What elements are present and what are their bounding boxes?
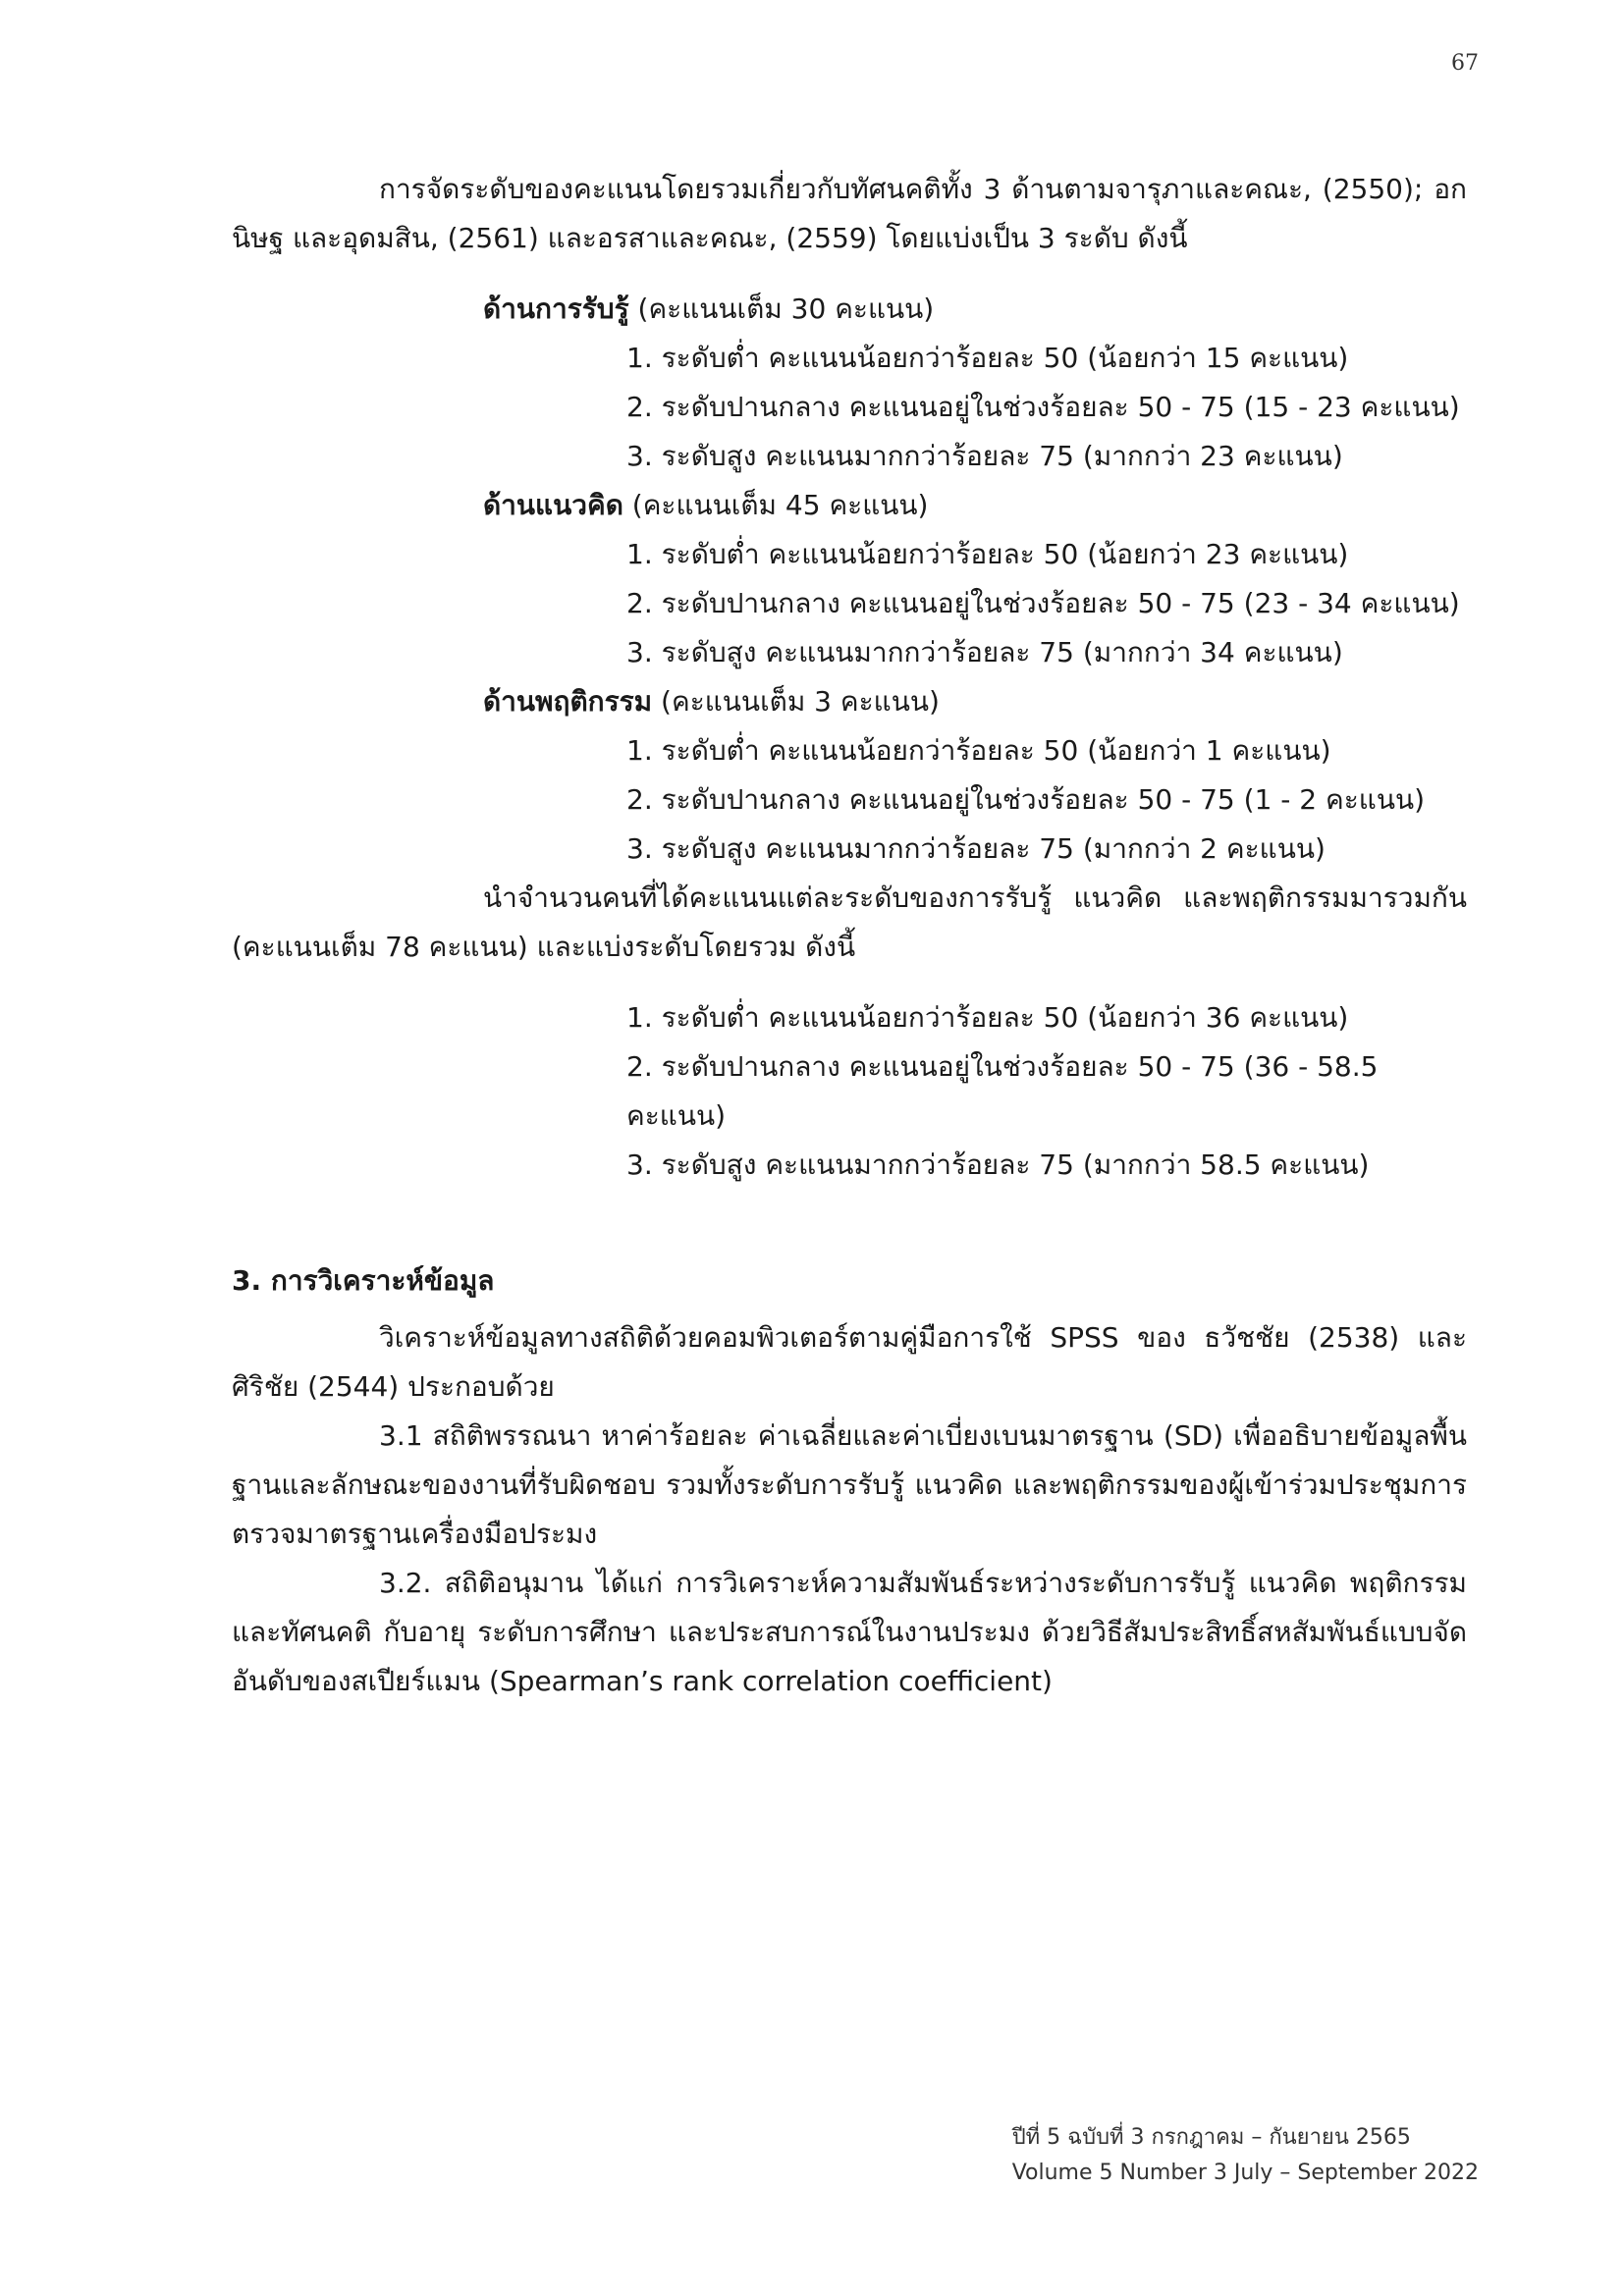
group-behavior [232, 677, 1467, 874]
spacer [232, 972, 1467, 993]
summary-paragraph: นำจำนวนคนที่ได้คะแนนแต่ละระดับของการรับรู้ แนวคิด และพฤติกรรมมารวมกัน (คะแนนเต็ม 78 คะแนน) และแบ่งระดับโดยรวม ดังนี้ [232, 881, 1467, 963]
level-item: 1. ระดับต่ำ คะแนนน้อยกว่าร้อยละ 50 (น้อยกว่า 1 คะแนน) [626, 734, 1331, 767]
group-note: (คะแนนเต็ม 30 คะแนน) [637, 293, 935, 325]
group-note: (คะแนนเต็ม 3 คะแนน) [661, 685, 940, 718]
section-paragraph: วิเคราะห์ข้อมูลทางสถิติด้วยคอมพิวเตอร์ตามคู่มือการใช้ SPSS ของ ธวัชชัย (2538) และ ศิริชัย (2544) ประกอบด้วย [232, 1321, 1467, 1403]
level-item: 2. ระดับปานกลาง คะแนนอยู่ในช่วงร้อยละ 50 - 75 (23 - 34 คะแนน) [626, 587, 1460, 619]
level-item: 3. ระดับสูง คะแนนมากกว่าร้อยละ 75 (มากกว่า 23 คะแนน) [626, 440, 1343, 472]
summary-level-list [232, 993, 1467, 1190]
intro-paragraph: การจัดระดับของคะแนนโดยรวมเกี่ยวกับทัศนคติทั้ง 3 ด้านตามจารุภาและคณะ, (2550); อกนิษฐ และอุดมสิน, (2561) และอรสาและคณะ, (2559) โดยแบ่งเป็น 3 ระดับ ดังนี้ [232, 173, 1467, 254]
level-item: 2. ระดับปานกลาง คะแนนอยู่ในช่วงร้อยละ 50 - 75 (36 - 58.5 คะแนน) [626, 1050, 1379, 1132]
level-list [232, 530, 1467, 677]
spacer [232, 1190, 1467, 1256]
group-title: ด้านพฤติกรรม [483, 685, 653, 718]
group-concept [232, 481, 1467, 677]
level-item: 1. ระดับต่ำ คะแนนน้อยกว่าร้อยละ 50 (น้อยกว่า 23 คะแนน) [626, 538, 1349, 570]
spacer [232, 263, 1467, 285]
footer-english: Volume 5 Number 3 July – September 2022 [1011, 2161, 1479, 2185]
group-heading [232, 677, 1467, 726]
section-paragraph: 3.1 สถิติพรรณนา หาค่าร้อยละ ค่าเฉลี่ยและค่าเบี่ยงเบนมาตรฐาน (SD) เพื่ออธิบายข้อมูลพื้นฐานและลักษณะของงานที่รับผิดชอบ รวมทั้งระดับการรับรู้ แนวคิด และพฤติกรรมของผู้เข้าร่วมประชุมการตรวจมาตรฐานเครื่องมือประมง [232, 1419, 1467, 1550]
group-note: (คะแนนเต็ม 45 คะแนน) [631, 489, 929, 521]
page-number: 67 [1451, 51, 1479, 76]
group-perception [232, 285, 1467, 481]
page-footer [1012, 2120, 1479, 2191]
group-title: ด้านแนวคิด [483, 489, 623, 521]
level-item: 1. ระดับต่ำ คะแนนน้อยกว่าร้อยละ 50 (น้อยกว่า 15 คะแนน) [626, 342, 1349, 374]
group-heading [232, 481, 1467, 530]
level-list [232, 726, 1467, 874]
section-paragraph: 3.2. สถิติอนุมาน ได้แก่ การวิเคราะห์ความสัมพันธ์ระหว่างระดับการรับรู้ แนวคิด พฤติกรรม และทัศนคติ กับอายุ ระดับการศึกษา และประสบการณ์ในงานประมง ด้วยวิธีสัมประสิทธิ์สหสัมพันธ์แบบจัดอันดับของสเปียร์แมน (Spearman’s rank correlation coefficient) [232, 1567, 1467, 1697]
footer-thai: ปีที่ 5 ฉบับที่ 3 กรกฎาคม – กันยายน 2565 [1011, 2125, 1411, 2150]
level-item: 2. ระดับปานกลาง คะแนนอยู่ในช่วงร้อยละ 50 - 75 (15 - 23 คะแนน) [626, 391, 1460, 423]
section-heading: 3. การวิเคราะห์ข้อมูล [232, 1264, 495, 1297]
document-body [232, 165, 1467, 1706]
level-item: 1. ระดับต่ำ คะแนนน้อยกว่าร้อยละ 50 (น้อยกว่า 36 คะแนน) [626, 1001, 1349, 1034]
group-title: ด้านการรับรู้ [483, 293, 629, 325]
level-item: 3. ระดับสูง คะแนนมากกว่าร้อยละ 75 (มากกว่า 34 คะแนน) [626, 636, 1343, 668]
level-list [232, 334, 1467, 481]
level-item: 3. ระดับสูง คะแนนมากกว่าร้อยละ 75 (มากกว่า 58.5 คะแนน) [626, 1148, 1370, 1181]
group-heading [232, 285, 1467, 334]
level-item: 2. ระดับปานกลาง คะแนนอยู่ในช่วงร้อยละ 50 - 75 (1 - 2 คะแนน) [626, 783, 1426, 816]
level-item: 3. ระดับสูง คะแนนมากกว่าร้อยละ 75 (มากกว่า 2 คะแนน) [626, 832, 1326, 865]
